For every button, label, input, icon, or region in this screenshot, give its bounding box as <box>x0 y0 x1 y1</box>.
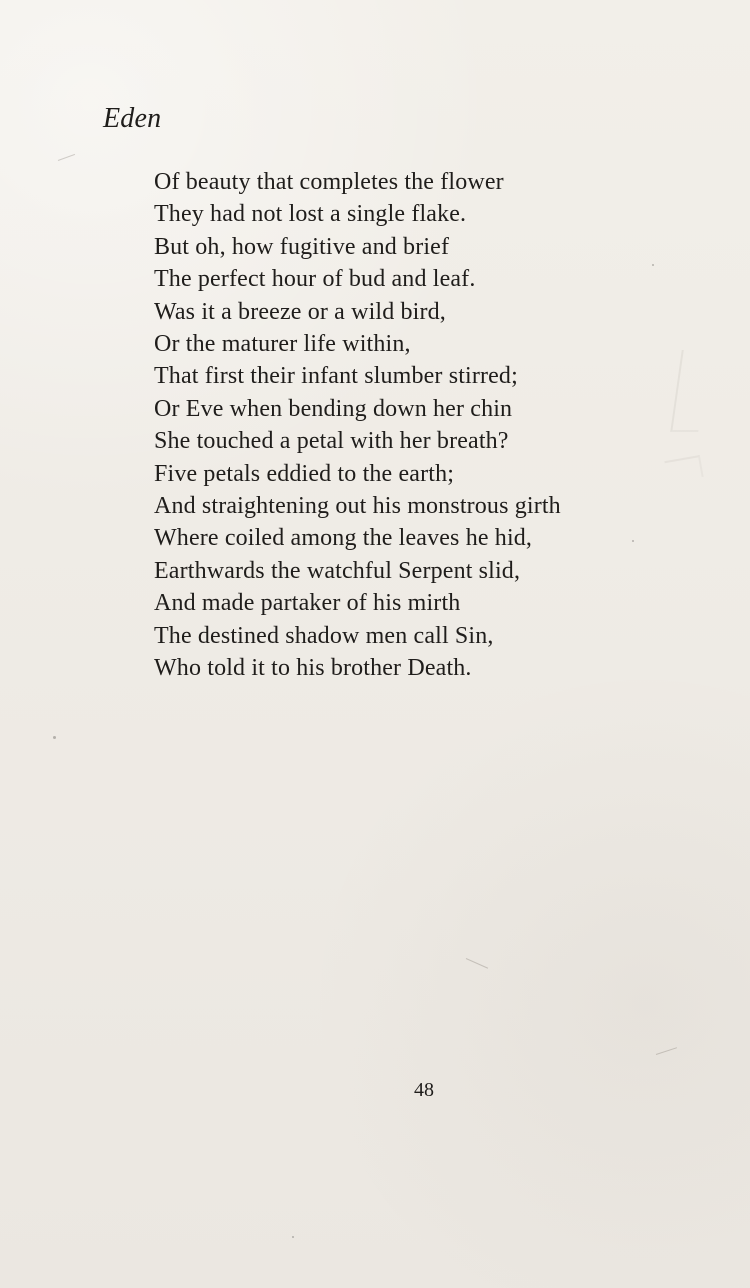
poem-line: And straightening out his monstrous girth <box>154 493 561 520</box>
poem-line: Of beauty that completes the flower <box>154 169 504 195</box>
paper-mark <box>466 958 488 969</box>
paper-mark <box>58 154 75 161</box>
poem-line: Or the maturer life within, <box>154 331 411 358</box>
show-through-mark <box>664 455 703 483</box>
page-number: 48 <box>414 1079 434 1101</box>
poem-line: Where coiled among the leaves he hid, <box>154 525 533 552</box>
show-through-mark <box>670 350 710 432</box>
poem-line: They had not lost a single flake. <box>154 201 467 228</box>
poem-line: The destined shadow men call Sin, <box>154 622 494 649</box>
poem-line: But oh, how fugitive and brief <box>154 233 450 260</box>
poem-line: Who told it to his brother Death. <box>154 655 472 682</box>
paper-speck <box>292 1236 294 1238</box>
paper-speck <box>53 736 56 739</box>
running-header: Eden <box>103 103 162 134</box>
poem-line: Earthwards the watchful Serpent slid, <box>154 557 521 584</box>
poem-line: That first their infant slumber stirred; <box>154 363 518 390</box>
poem-line: Five petals eddied to the earth; <box>154 460 455 487</box>
poem-line: Or Eve when bending down her chin <box>154 395 513 422</box>
paper-mark <box>656 1047 677 1055</box>
poem-line: She touched a petal with her breath? <box>154 428 509 455</box>
poem-line: The perfect hour of bud and leaf. <box>154 266 476 293</box>
poem-text <box>154 166 654 685</box>
poem-line: And made partaker of his mirth <box>154 590 461 617</box>
poem-line: Was it a breeze or a wild bird, <box>154 298 446 325</box>
